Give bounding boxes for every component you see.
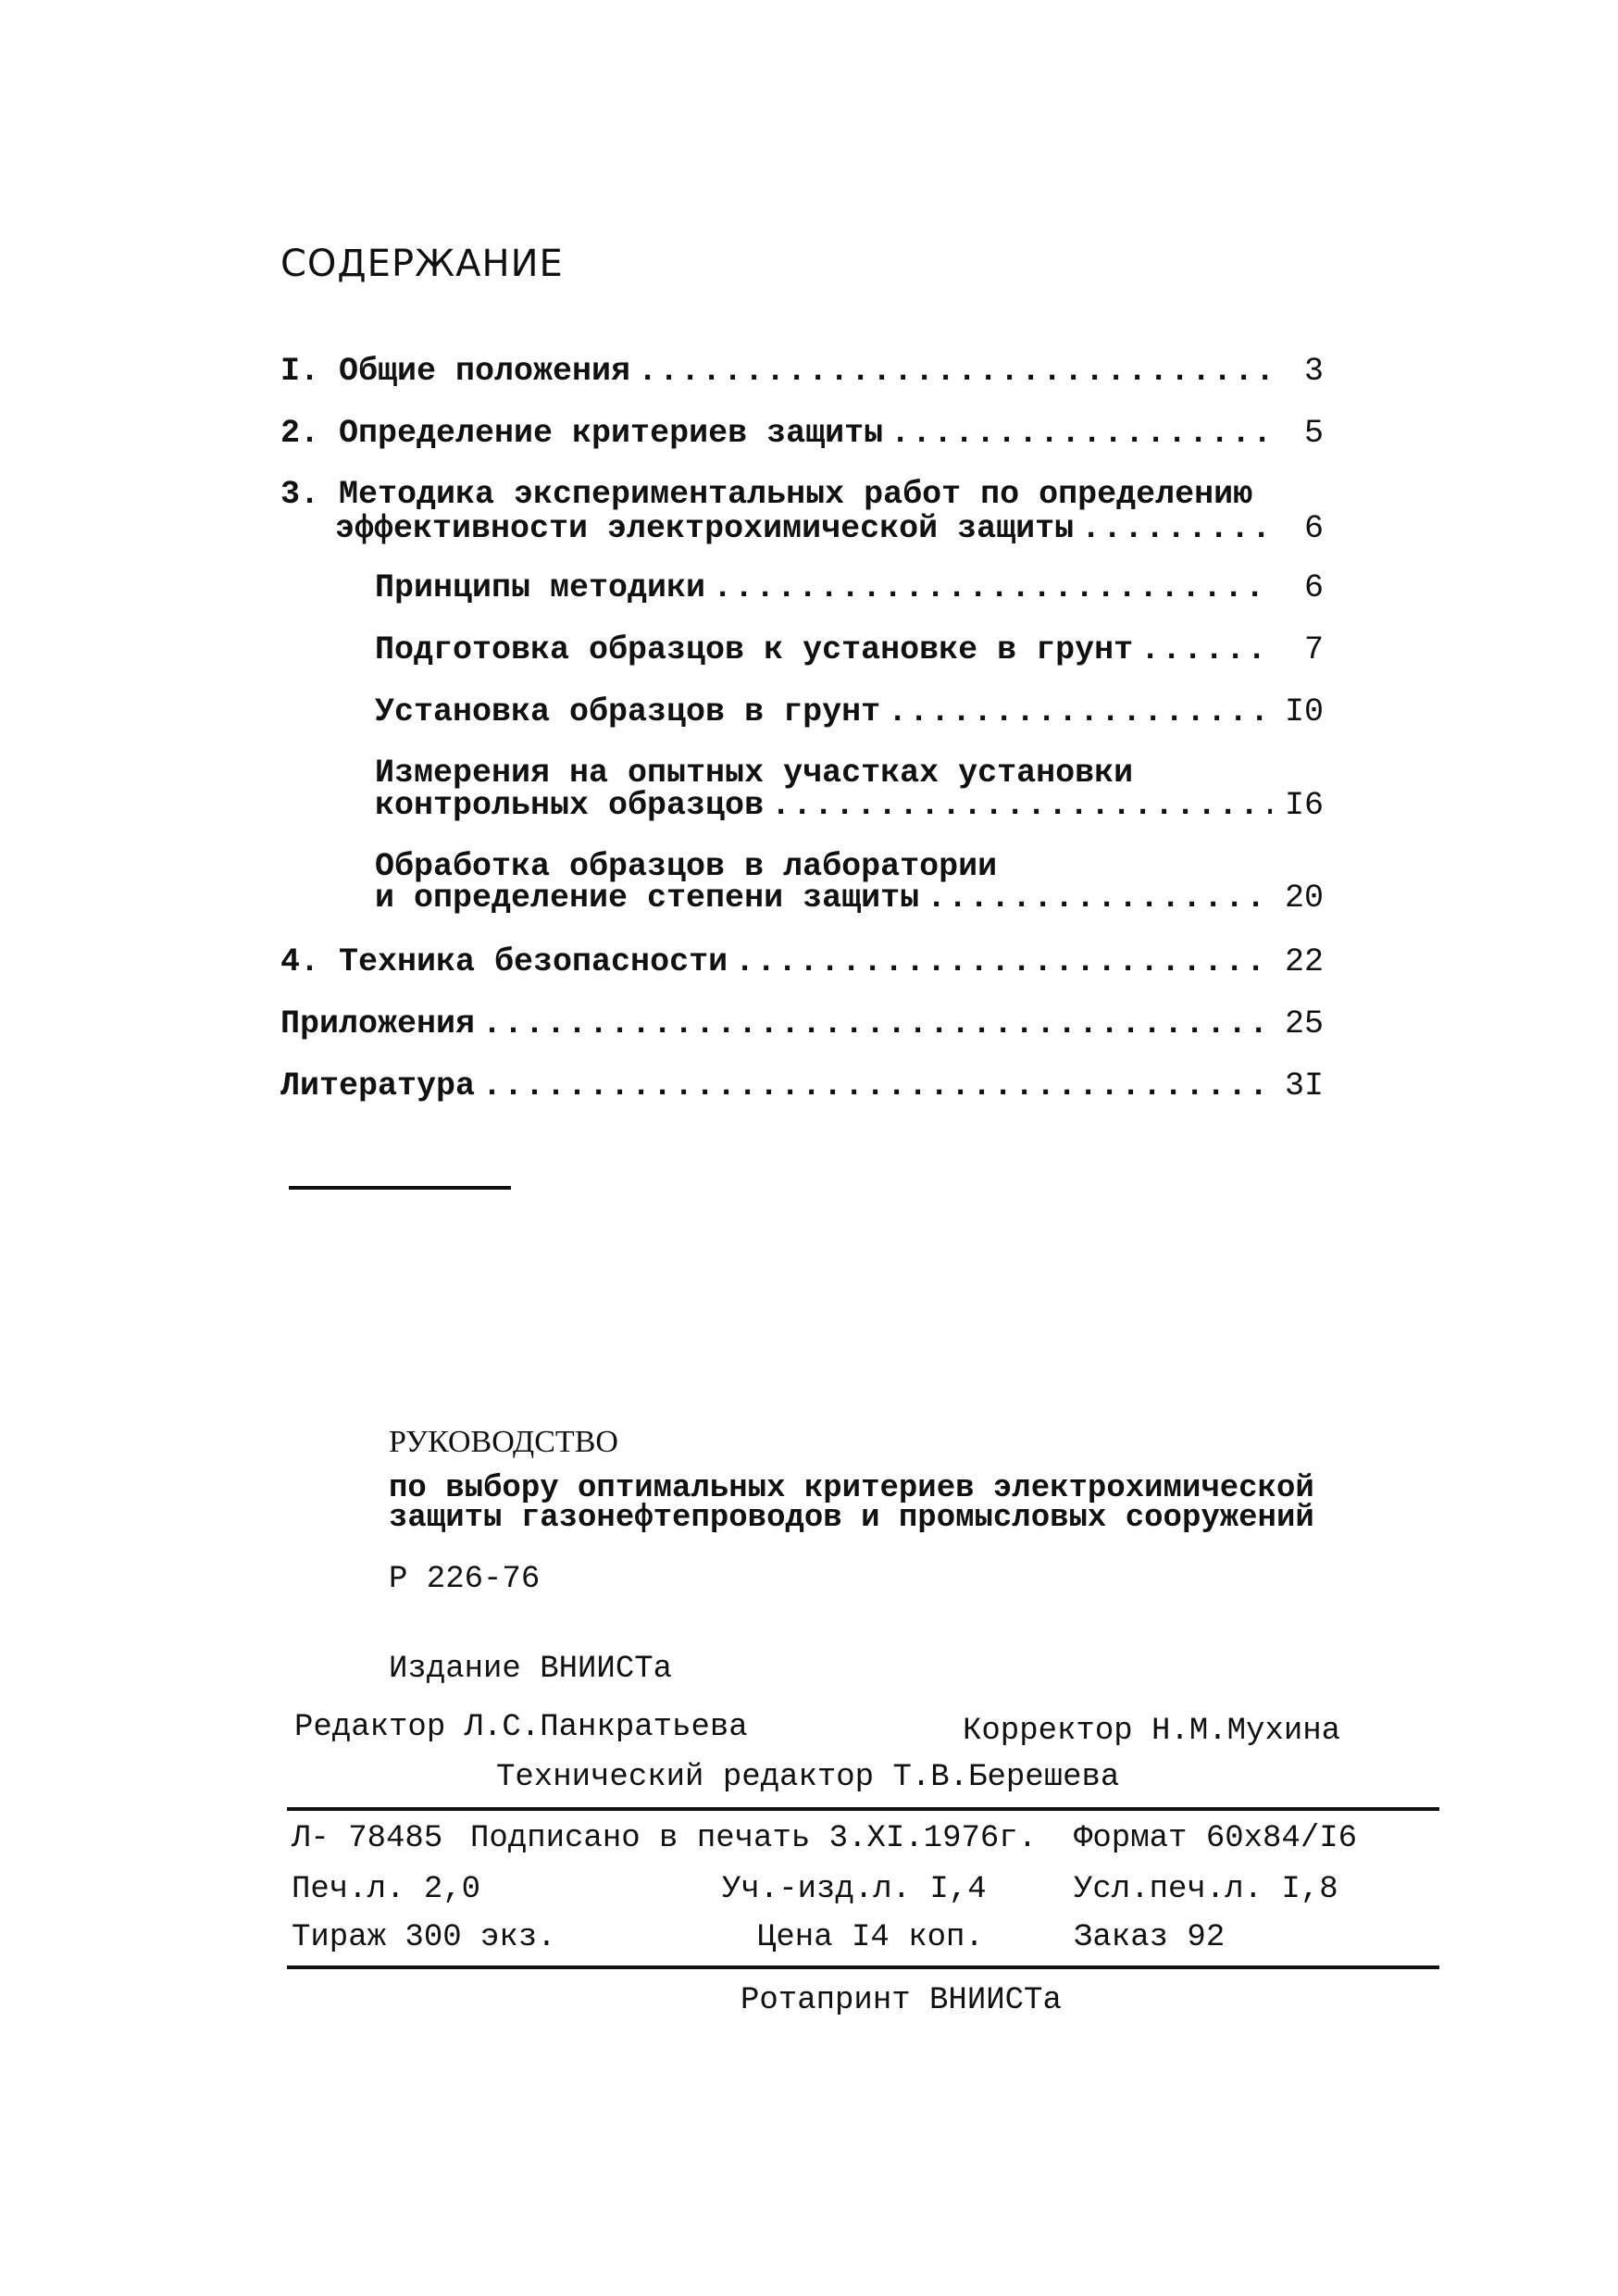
toc-entry-label: Приложения	[280, 1005, 476, 1042]
toc-entry-label: Подготовка образцов к установке в грунт	[375, 631, 1134, 668]
toc-page-number: 22	[1284, 943, 1324, 980]
toc-entry-label-line1: Обработка образцов в лаборатории	[375, 848, 998, 885]
editor-credit: Редактор Л.С.Панкратьева	[294, 1710, 748, 1745]
toc-entry	[375, 789, 1324, 822]
toc-leader-dots	[713, 571, 1272, 605]
toc-page-number: 6	[1303, 569, 1324, 606]
toc-entry-label: 4. Техника безопасности	[280, 943, 728, 980]
toc-leader-dots	[1081, 512, 1272, 545]
publication-description-line2: защиты газонефтепроводов и промысловых сооружений	[389, 1501, 1314, 1536]
publication-title: РУКОВОДСТВО	[389, 1425, 618, 1459]
imprint-edition-sheets: Уч.-изд.л. I,4	[722, 1872, 987, 1907]
toc-entry	[280, 945, 1324, 979]
toc-leader-dots	[771, 789, 1272, 822]
toc-entry-label: I. Общие положения	[280, 353, 631, 390]
toc-entry-label-line2: и определение степени защиты	[375, 880, 920, 917]
imprint-format: Формат 60х84/I6	[1074, 1821, 1358, 1856]
toc-leader-dots	[638, 355, 1272, 388]
toc-entry	[280, 1069, 1324, 1103]
toc-entry	[375, 571, 1324, 605]
toc-entry-label-line1: 3. Методика экспериментальных работ по определению	[280, 476, 1253, 513]
contents-title: СОДЕРЖАНИЕ	[280, 243, 564, 285]
toc-entry-label-line1: Измерения на опытных участках установки	[375, 755, 1134, 792]
toc-page-number: 7	[1303, 631, 1324, 668]
imprint-order: Заказ 92	[1074, 1920, 1226, 1955]
imprint-top-rule	[287, 1807, 1439, 1811]
toc-page-number: 20	[1284, 880, 1324, 917]
toc-leader-dots	[927, 881, 1272, 915]
toc-page-number: I6	[1284, 787, 1324, 824]
toc-entry	[280, 355, 1324, 388]
toc-entry	[375, 881, 1324, 915]
toc-page-number: 3I	[1284, 1067, 1324, 1104]
toc-entry	[280, 1007, 1324, 1041]
imprint-print-sheets: Печ.л. 2,0	[292, 1872, 481, 1907]
toc-entry-label-line2: контрольных образцов	[375, 787, 765, 824]
publication-description-line1: по выбору оптимальных критериев электрохимической	[389, 1471, 1314, 1506]
proofreader-credit: Корректор Н.М.Мухина	[963, 1714, 1341, 1749]
toc-entry-label-line2: эффективности электрохимической защиты	[335, 510, 1075, 547]
toc-leader-dots	[482, 1069, 1272, 1103]
toc-page-number: 6	[1303, 510, 1324, 547]
imprint-price: Цена I4 коп.	[757, 1920, 984, 1955]
toc-page-number: 5	[1303, 415, 1324, 452]
toc-entry-label: Литература	[280, 1067, 476, 1104]
toc-entry	[335, 512, 1324, 545]
toc-leader-dots	[890, 417, 1272, 450]
toc-entry-label: 2. Определение критериев защиты	[280, 415, 884, 452]
publication-code: Р 226-76	[389, 1562, 541, 1597]
toc-page-number: I0	[1284, 693, 1324, 730]
imprint-bottom-rule	[287, 1965, 1439, 1969]
toc-entry	[375, 633, 1324, 667]
toc-leader-dots	[1140, 633, 1272, 667]
toc-page-number: 3	[1303, 353, 1324, 390]
toc-page-number: 25	[1284, 1005, 1324, 1042]
imprint-print-run: Тираж 300 экз.	[292, 1920, 556, 1955]
toc-leader-dots	[735, 945, 1272, 979]
tech-editor-credit: Технический редактор Т.В.Берешева	[496, 1760, 1120, 1795]
toc-leader-dots	[482, 1007, 1272, 1041]
toc-leader-dots	[888, 695, 1272, 729]
publisher: Издание ВНИИСТа	[389, 1652, 673, 1687]
printer-name: Ротапринт ВНИИСТа	[741, 1983, 1062, 2018]
imprint-license: Л- 78485	[292, 1821, 443, 1856]
toc-entry-label: Принципы методики	[375, 569, 706, 606]
imprint-signed-date: Подписано в печать 3.XI.1976г.	[470, 1821, 1038, 1856]
toc-entry	[280, 417, 1324, 450]
imprint-conv-sheets: Усл.печ.л. I,8	[1074, 1872, 1338, 1907]
separator-rule	[289, 1186, 511, 1190]
toc-entry-label: Установка образцов в грунт	[375, 693, 881, 730]
toc-entry	[375, 695, 1324, 729]
